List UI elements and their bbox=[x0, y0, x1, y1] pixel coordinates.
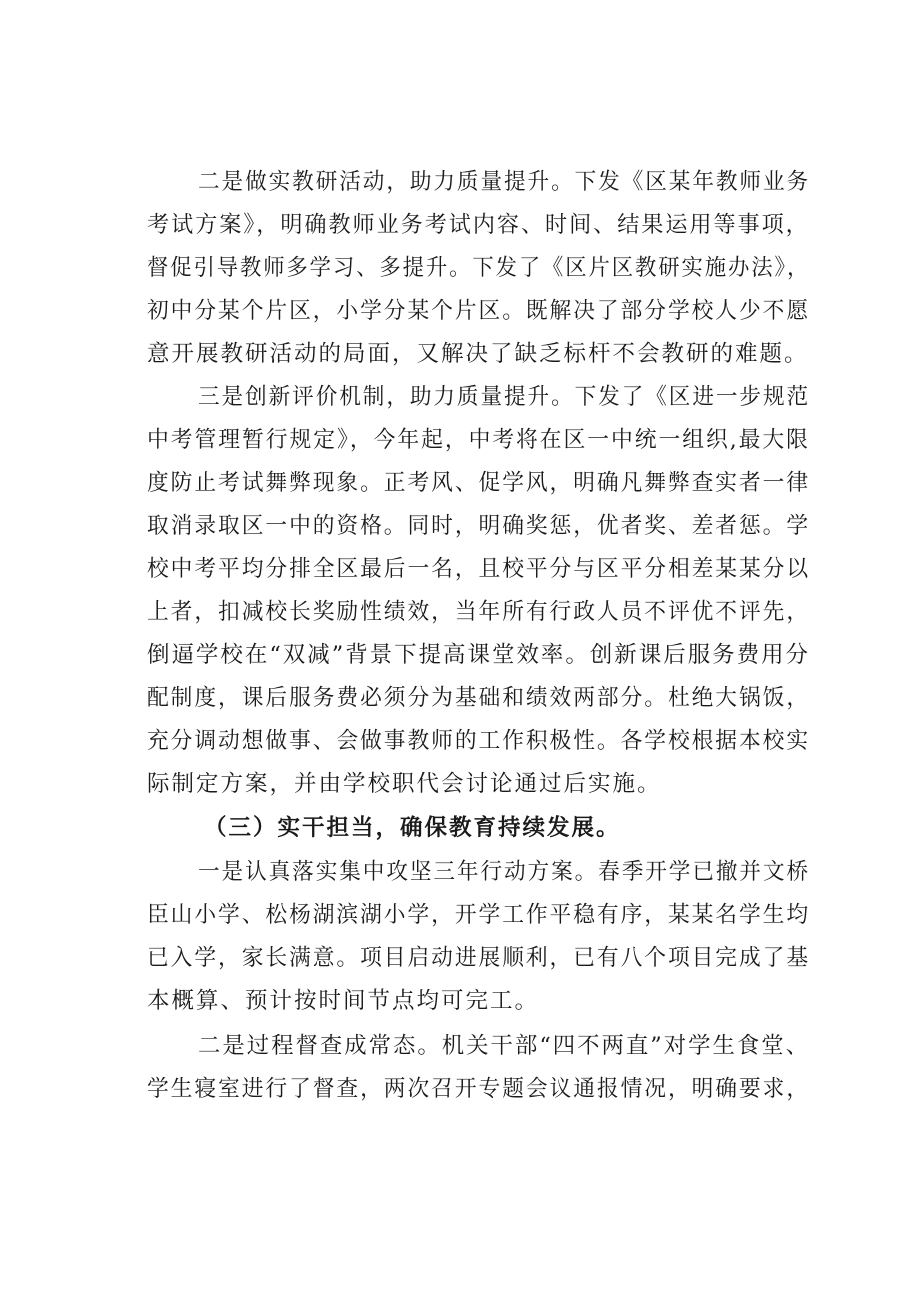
paragraph-line: 督促引导教师多学习、多提升。下发了《区片区教研实施办法》， bbox=[147, 255, 811, 281]
paragraph-line: 二是做实教研活动，助力质量提升。下发《区某年教师业务 bbox=[198, 169, 811, 195]
paragraph-line: 初中分某个片区，小学分某个片区。既解决了部分学校人少不愿 bbox=[147, 298, 811, 324]
paragraph-line: 校中考平均分排全区最后一名，且校平分与区平分相差某某分以 bbox=[147, 556, 811, 582]
paragraph-line: 本概算、预计按时间节点均可完工。 bbox=[147, 988, 540, 1014]
paragraph-line: 臣山小学、松杨湖滨湖小学，开学工作平稳有序，某某名学生均 bbox=[147, 902, 811, 928]
paragraph-line: 上者，扣减校长奖励性绩效，当年所有行政人员不评优不评先， bbox=[147, 599, 811, 625]
paragraph-line: 取消录取区一中的资格。同时，明确奖惩，优者奖、差者惩。学 bbox=[147, 513, 811, 539]
paragraph-line: 充分调动想做事、会做事教师的工作积极性。各学校根据本校实 bbox=[147, 728, 811, 754]
paragraph-line: 考试方案》，明确教师业务考试内容、时间、结果运用等事项， bbox=[147, 212, 810, 238]
paragraph-line: 中考管理暂行规定》，今年起，中考将在区一中统一组织,最大限 bbox=[147, 427, 810, 453]
paragraph-line: 意开展教研活动的局面，又解决了缺乏标杆不会教研的难题。 bbox=[147, 341, 809, 367]
paragraph-line: 三是创新评价机制，助力质量提升。下发了《区进一步规范 bbox=[198, 384, 811, 410]
paragraph-line: 二是过程督查成常态。机关干部“四不两直”对学生食堂、 bbox=[198, 1033, 811, 1059]
section-heading: （三）实干担当，确保教育持续发展。 bbox=[204, 815, 621, 841]
paragraph-line: 一是认真落实集中攻坚三年行动方案。春季开学已撤并文桥 bbox=[198, 859, 811, 885]
paragraph-line: 倒逼学校在“双减”背景下提高课堂效率。创新课后服务费用分 bbox=[147, 642, 811, 668]
paragraph-line: 已入学，家长满意。项目启动进展顺利，已有八个项目完成了基 bbox=[147, 945, 811, 971]
paragraph-line: 配制度，课后服务费必须分为基础和绩效两部分。杜绝大锅饭， bbox=[147, 685, 811, 711]
paragraph-line: 度防止考试舞弊现象。正考风、促学风，明确凡舞弊查实者一律 bbox=[147, 470, 811, 496]
paragraph-line: 际制定方案，并由学校职代会讨论通过后实施。 bbox=[147, 771, 662, 797]
paragraph-line: 学生寝室进行了督查，两次召开专题会议通报情况，明确要求， bbox=[147, 1076, 811, 1102]
